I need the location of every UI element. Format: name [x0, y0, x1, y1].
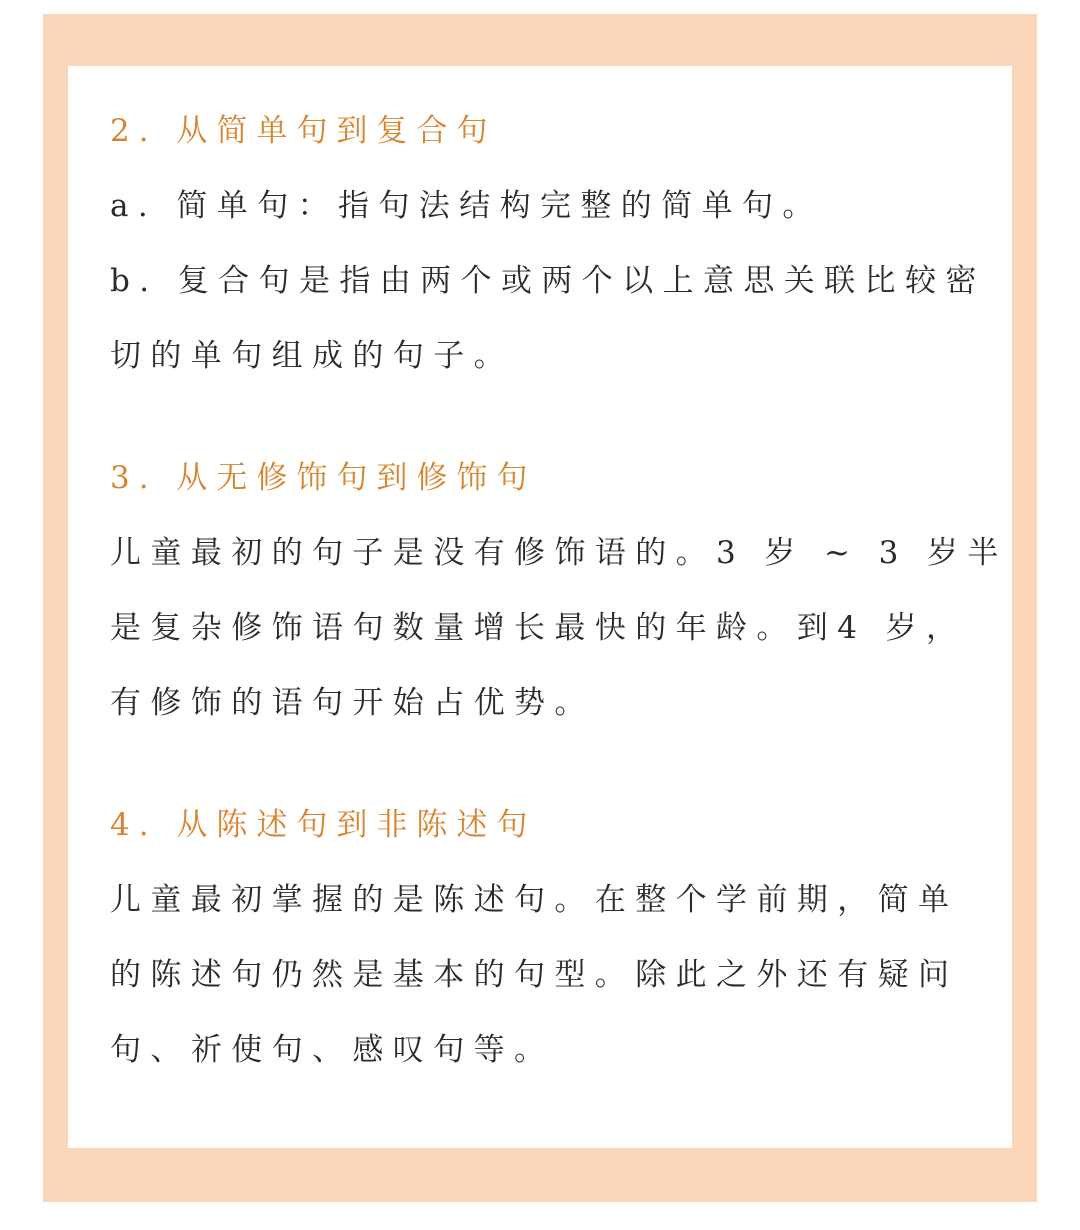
paragraph-line: 儿童最初的句子是没有修饰语的。3 岁 ~ 3 岁半: [110, 535, 1008, 571]
article-body: [110, 94, 1008, 1088]
content-card: [68, 66, 1012, 1148]
paragraph-line: 儿童最初掌握的是陈述句。在整个学前期，简单: [110, 882, 959, 918]
paragraph-line: 的陈述句仍然是基本的句型。除此之外还有疑问: [110, 957, 959, 993]
paragraph-line: 有修饰的语句开始占优势。: [110, 685, 595, 721]
section-heading: 4. 从陈述句到非陈述句: [110, 807, 537, 843]
section-heading: 2. 从简单句到复合句: [110, 113, 497, 149]
paragraph-line: b. 复合句是指由两个或两个以上意思关联比较密: [110, 263, 986, 299]
section-declarative-to-nondeclarative: [110, 788, 970, 1088]
section-heading: 3. 从无修饰句到修饰句: [110, 460, 537, 496]
section-simple-to-compound: [110, 94, 986, 394]
section-unmodified-to-modified: [110, 441, 1008, 741]
paragraph-line: 句、祈使句、感叹句等。: [110, 1032, 555, 1068]
paragraph-line: a. 简单句：指句法结构完整的简单句。: [110, 188, 823, 224]
paragraph-line: 是复杂修饰语句数量增长最快的年龄。到4 岁，: [110, 610, 967, 646]
paragraph-line: 切的单句组成的句子。: [110, 338, 514, 374]
